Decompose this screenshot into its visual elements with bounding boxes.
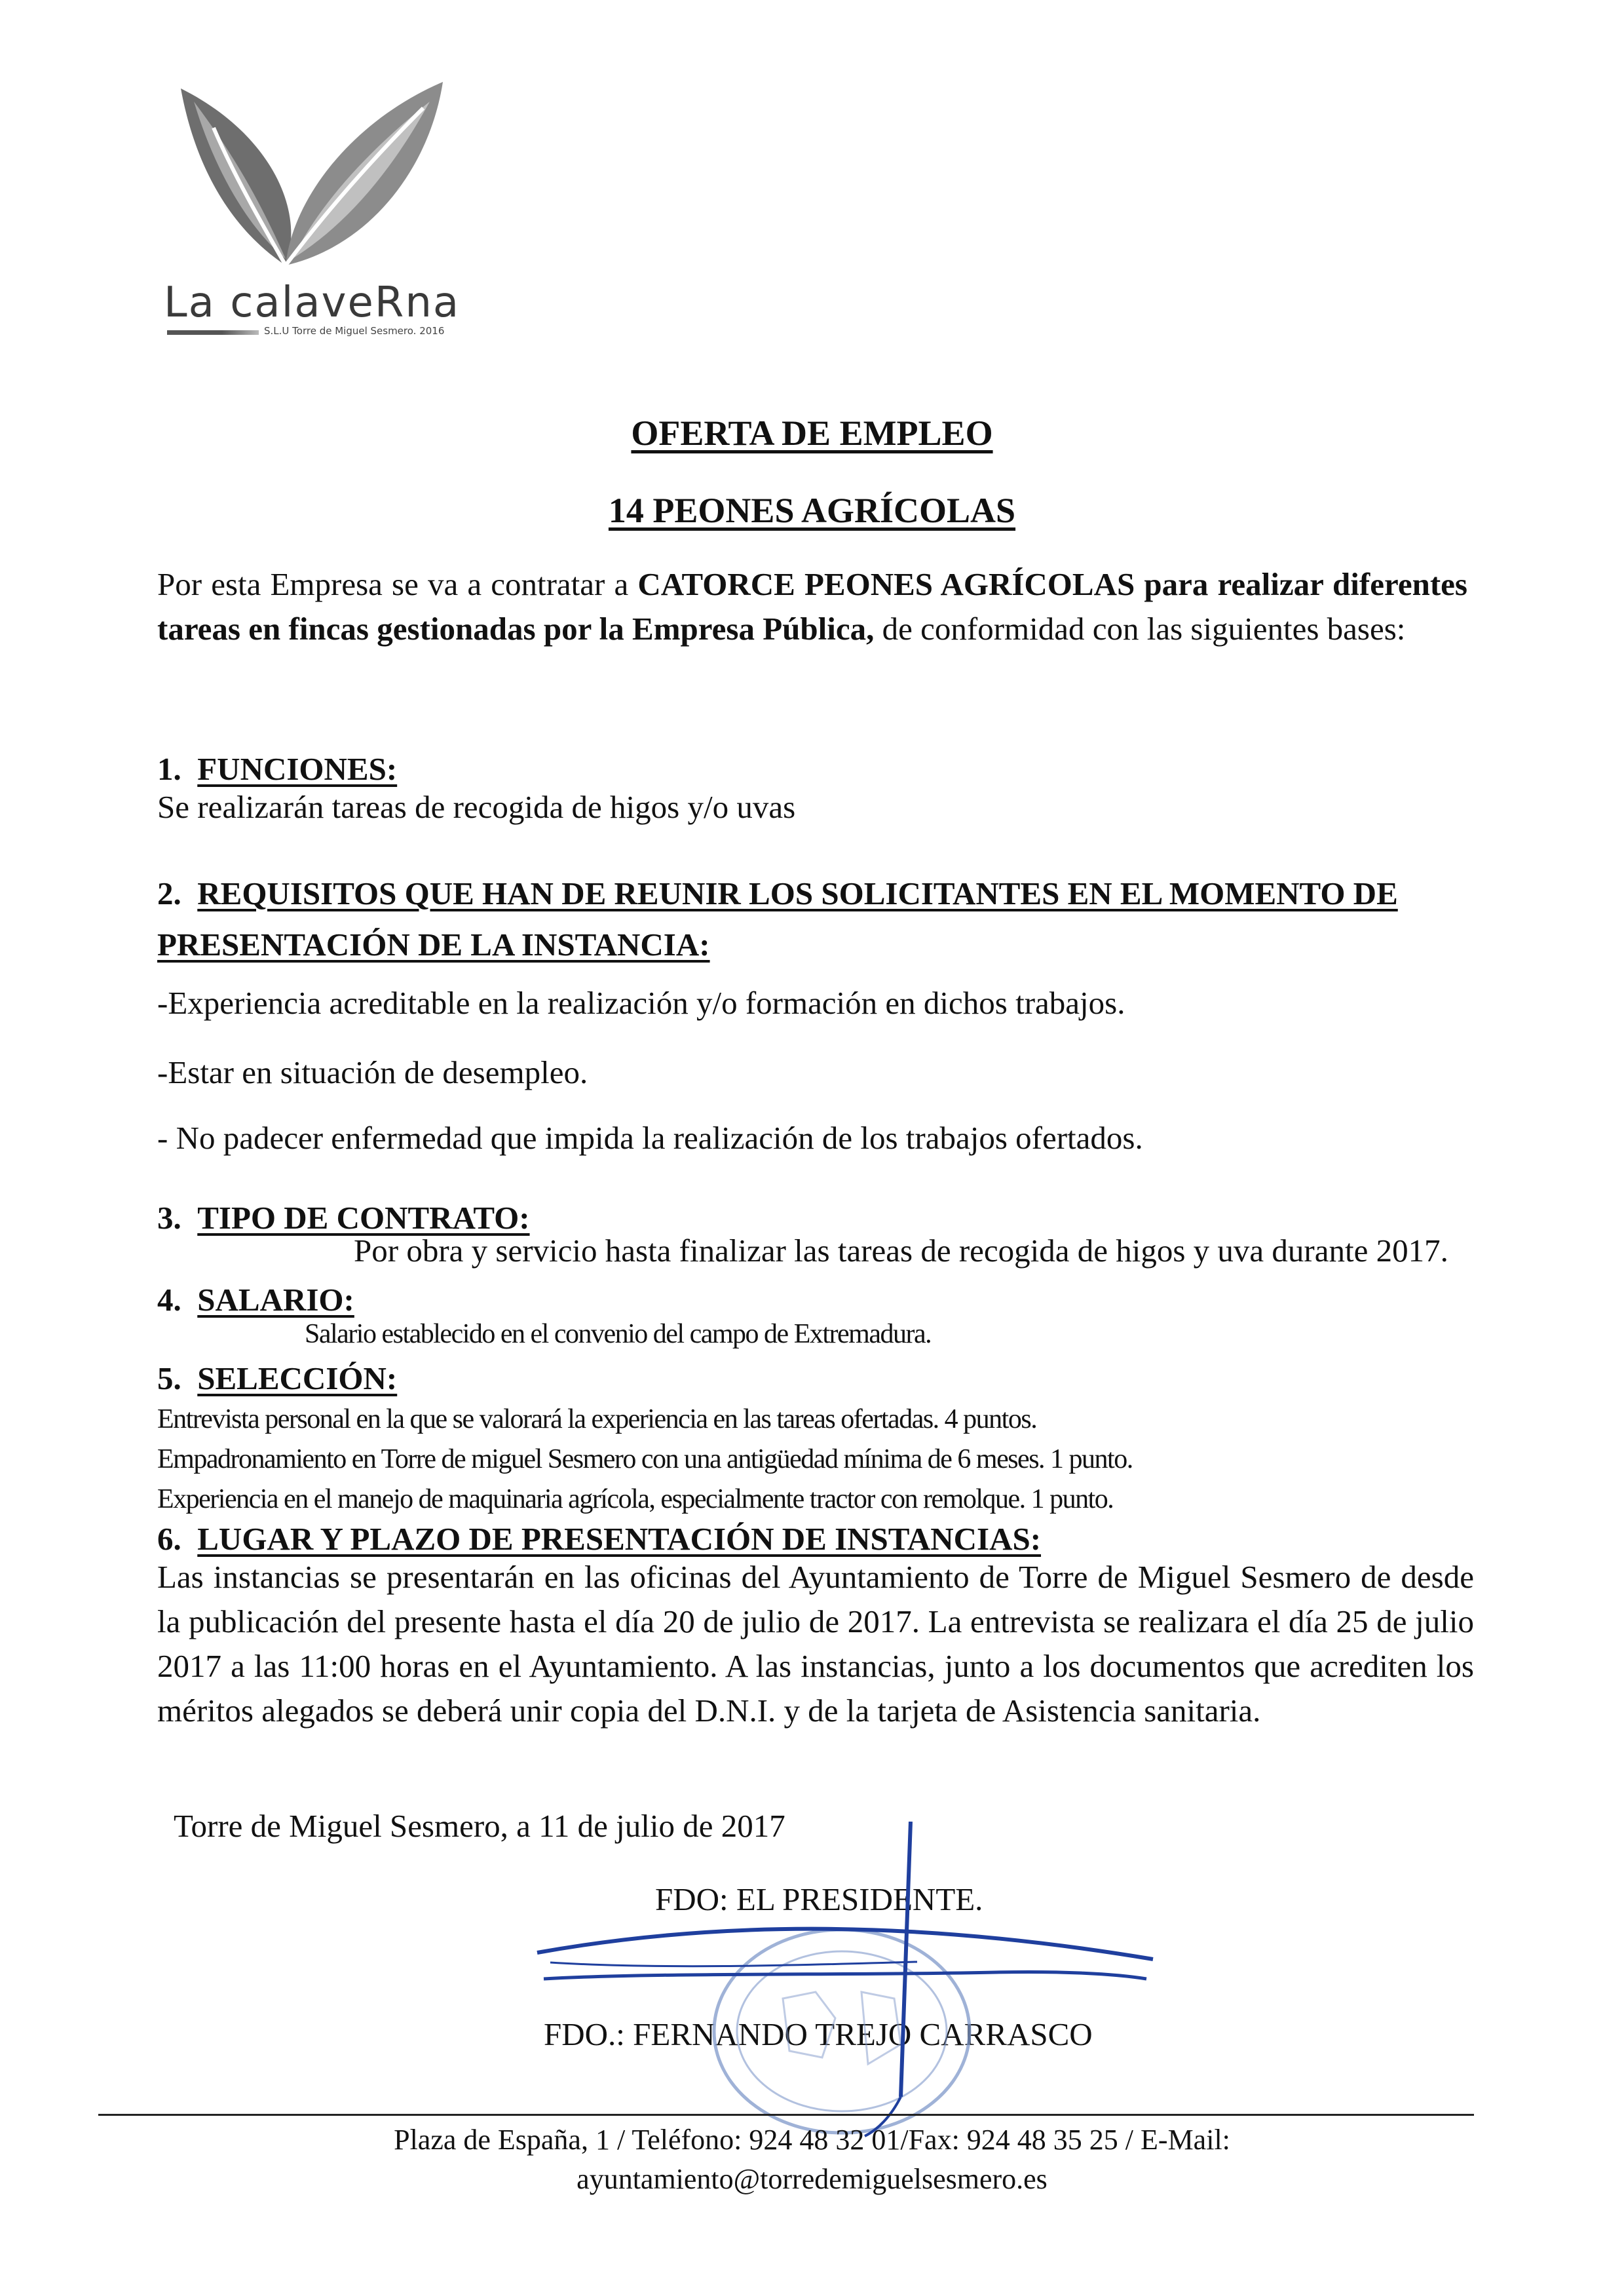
intro-bold: CATORCE PEONES AGRÍCOLAS para realizar diferentes tareas en fincas gestionadas por la Empresa Pública, [157,566,1467,647]
intro-text-end: de conformidad con las siguientes bases: [874,611,1406,647]
selection-criterion: Empadronamiento en Torre de miguel Sesmero con una antigüedad mínima de 6 meses. 1 punto. [157,1444,1133,1474]
logo-wordmark: La calaveRna [164,278,461,327]
section-title-cont: PRESENTACIÓN DE LA INSTANCIA: [157,927,710,963]
intro-text: Por esta Empresa se va a contratar a [157,566,638,602]
section-1-text: Se realizarán tareas de recogida de higos y/o uvas [157,789,796,825]
section-number: 5. [157,1360,181,1396]
footer-email: ayuntamiento@torredemiguelsesmero.es [576,2163,1048,2195]
section-5-heading [157,1360,397,1397]
signer-name: FDO.: FERNANDO TREJO CARRASCO [544,2016,1093,2052]
section-3-text: Por obra y servicio hasta finalizar las tareas de recogida de higos y uva durante 2017. [354,1233,1448,1269]
footer-address: Plaza de España, 1 / Teléfono: 924 48 32 01/Fax: 924 48 35 25 / E-Mail: [394,2124,1230,2156]
document-subtitle: 14 PEONES AGRÍCOLAS [608,491,1016,530]
section-1-heading [157,750,397,788]
section-number: 3. [157,1200,181,1236]
signer-role: FDO: EL PRESIDENTE. [655,1881,983,1917]
logo-bar [167,330,259,335]
section-3-heading [157,1199,530,1236]
section-4-heading [157,1281,354,1318]
place-date: Torre de Miguel Sesmero, a 11 de julio de 2017 [174,1808,785,1844]
section-number: 6. [157,1521,181,1557]
section-4-text: Salario establecido en el convenio del campo de Extremadura. [305,1319,932,1349]
section-number: 4. [157,1282,181,1318]
footer-rule [98,2114,1474,2116]
logo-subtitle: S.L.U Torre de Miguel Sesmero. 2016 [264,325,445,337]
requirement-item: -Estar en situación de desempleo. [157,1054,588,1090]
requirement-item: -Experiencia acreditable en la realización y/o formación en dichos trabajos. [157,985,1125,1021]
section-title: SELECCIÓN: [197,1360,398,1396]
section-6-text: Las instancias se presentarán en las oficinas del Ayuntamiento de Torre de Miguel Sesmero de desde la publicación del presente hasta el día 20 de julio de 2017. La entrevista se realizara el día 25 de julio 2017 a las 11:00 horas en el Ayuntamiento. A las instancias, junto a los documentos que acrediten los méritos alegados se deberá unir copia del D.N.I. y de la tarjeta de Asistencia sanitaria. [157,1559,1474,1729]
intro-paragraph [157,562,1467,651]
section-6-heading [157,1520,1041,1558]
section-number: 1. [157,751,181,787]
requirement-item: - No padecer enfermedad que impida la realización de los trabajos ofertados. [157,1120,1143,1156]
section-title: LUGAR Y PLAZO DE PRESENTACIÓN DE INSTANCIAS: [197,1521,1042,1557]
document-title: OFERTA DE EMPLEO [631,413,993,453]
selection-criterion: Experiencia en el manejo de maquinaria agrícola, especialmente tractor con remolque. 1 punto. [157,1484,1114,1514]
section-title: REQUISITOS QUE HAN DE REUNIR LOS SOLICITANTES EN EL MOMENTO DE [197,875,1398,911]
section-2-heading-cont [157,926,710,963]
section-title: SALARIO: [197,1282,354,1318]
section-title: TIPO DE CONTRATO: [197,1200,530,1236]
section-number: 2. [157,875,181,911]
section-title: FUNCIONES: [197,751,398,787]
section-2-heading [157,875,1398,912]
handwritten-signature [524,1822,1179,2149]
company-logo-leaves [155,62,449,278]
selection-criterion: Entrevista personal en la que se valorará la experiencia en las tareas ofertadas. 4 puntos. [157,1404,1037,1434]
